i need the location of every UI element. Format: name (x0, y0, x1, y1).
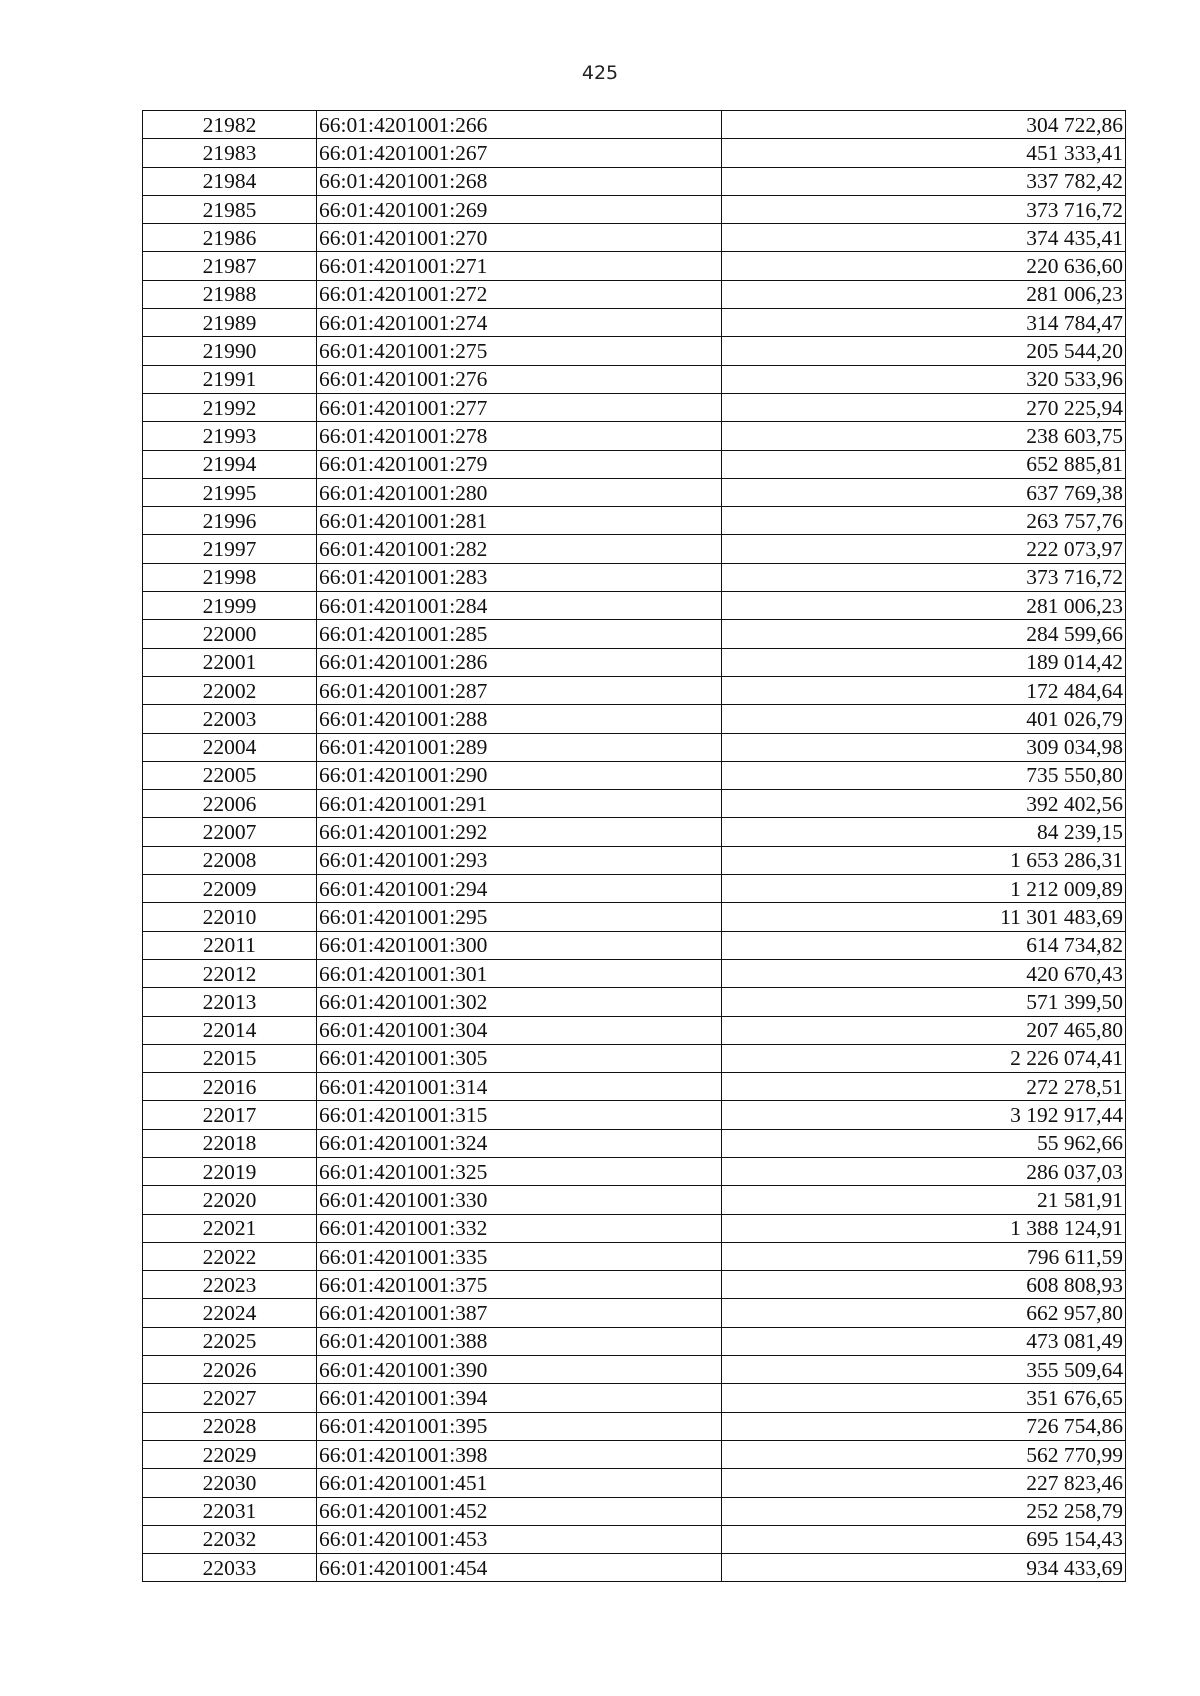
row-number-cell: 22017 (143, 1101, 317, 1129)
row-number-cell: 22021 (143, 1214, 317, 1242)
table-row (143, 1271, 1126, 1299)
cadastral-value-cell: 351 676,65 (722, 1384, 1126, 1412)
cadastral-number-cell: 66:01:4201001:335 (317, 1242, 722, 1270)
row-number-cell: 22002 (143, 676, 317, 704)
cadastral-value-cell: 373 716,72 (722, 195, 1126, 223)
table-row (143, 252, 1126, 280)
cadastral-value-cell: 796 611,59 (722, 1242, 1126, 1270)
row-number-cell: 21993 (143, 422, 317, 450)
cadastral-number-cell: 66:01:4201001:452 (317, 1497, 722, 1525)
row-number-cell: 21982 (143, 111, 317, 139)
cadastral-value-cell: 21 581,91 (722, 1186, 1126, 1214)
cadastral-value-cell: 309 034,98 (722, 733, 1126, 761)
cadastral-number-cell: 66:01:4201001:295 (317, 903, 722, 931)
cadastral-value-cell: 304 722,86 (722, 111, 1126, 139)
row-number-cell: 22011 (143, 931, 317, 959)
cadastral-number-cell: 66:01:4201001:314 (317, 1073, 722, 1101)
cadastral-value-cell: 420 670,43 (722, 959, 1126, 987)
table-row (143, 280, 1126, 308)
table-row (143, 1554, 1126, 1582)
cadastral-value-cell: 614 734,82 (722, 931, 1126, 959)
table-row (143, 1129, 1126, 1157)
cadastral-number-cell: 66:01:4201001:453 (317, 1525, 722, 1553)
cadastral-number-cell: 66:01:4201001:387 (317, 1299, 722, 1327)
cadastral-number-cell: 66:01:4201001:388 (317, 1327, 722, 1355)
cadastral-number-cell: 66:01:4201001:288 (317, 705, 722, 733)
row-number-cell: 21986 (143, 224, 317, 252)
table-row (143, 365, 1126, 393)
cadastral-number-cell: 66:01:4201001:285 (317, 620, 722, 648)
table-row (143, 648, 1126, 676)
cadastral-value-cell: 637 769,38 (722, 478, 1126, 506)
cadastral-number-cell: 66:01:4201001:268 (317, 167, 722, 195)
row-number-cell: 22023 (143, 1271, 317, 1299)
table-row (143, 450, 1126, 478)
row-number-cell: 22014 (143, 1016, 317, 1044)
table-row (143, 818, 1126, 846)
table-row (143, 195, 1126, 223)
cadastral-number-cell: 66:01:4201001:325 (317, 1157, 722, 1185)
cadastral-value-cell: 373 716,72 (722, 563, 1126, 591)
cadastral-value-table (142, 110, 1126, 1582)
cadastral-number-cell: 66:01:4201001:275 (317, 337, 722, 365)
cadastral-value-cell: 55 962,66 (722, 1129, 1126, 1157)
cadastral-value-cell: 222 073,97 (722, 535, 1126, 563)
cadastral-number-cell: 66:01:4201001:290 (317, 761, 722, 789)
cadastral-value-cell: 11 301 483,69 (722, 903, 1126, 931)
row-number-cell: 22018 (143, 1129, 317, 1157)
cadastral-value-cell: 473 081,49 (722, 1327, 1126, 1355)
cadastral-number-cell: 66:01:4201001:315 (317, 1101, 722, 1129)
cadastral-value-cell: 608 808,93 (722, 1271, 1126, 1299)
row-number-cell: 22009 (143, 875, 317, 903)
row-number-cell: 22022 (143, 1242, 317, 1270)
table-row (143, 1214, 1126, 1242)
table-row (143, 563, 1126, 591)
cadastral-value-cell: 189 014,42 (722, 648, 1126, 676)
table-row (143, 422, 1126, 450)
cadastral-number-cell: 66:01:4201001:286 (317, 648, 722, 676)
row-number-cell: 21995 (143, 478, 317, 506)
cadastral-number-cell: 66:01:4201001:330 (317, 1186, 722, 1214)
table-row (143, 535, 1126, 563)
cadastral-value-cell: 662 957,80 (722, 1299, 1126, 1327)
row-number-cell: 22030 (143, 1469, 317, 1497)
cadastral-value-cell: 314 784,47 (722, 309, 1126, 337)
cadastral-number-cell: 66:01:4201001:287 (317, 676, 722, 704)
cadastral-number-cell: 66:01:4201001:294 (317, 875, 722, 903)
cadastral-value-cell: 272 278,51 (722, 1073, 1126, 1101)
cadastral-number-cell: 66:01:4201001:454 (317, 1554, 722, 1582)
cadastral-number-cell: 66:01:4201001:278 (317, 422, 722, 450)
cadastral-value-cell: 695 154,43 (722, 1525, 1126, 1553)
row-number-cell: 22013 (143, 988, 317, 1016)
table-row (143, 309, 1126, 337)
cadastral-value-cell: 281 006,23 (722, 592, 1126, 620)
cadastral-value-cell: 263 757,76 (722, 507, 1126, 535)
table-row (143, 1525, 1126, 1553)
table-row (143, 1440, 1126, 1468)
cadastral-number-cell: 66:01:4201001:266 (317, 111, 722, 139)
cadastral-value-cell: 84 239,15 (722, 818, 1126, 846)
table-row (143, 1356, 1126, 1384)
table-row (143, 393, 1126, 421)
row-number-cell: 21999 (143, 592, 317, 620)
cadastral-value-cell: 374 435,41 (722, 224, 1126, 252)
table-row (143, 676, 1126, 704)
cadastral-value-cell: 451 333,41 (722, 139, 1126, 167)
table-row (143, 1101, 1126, 1129)
cadastral-value-cell: 207 465,80 (722, 1016, 1126, 1044)
cadastral-value-cell: 286 037,03 (722, 1157, 1126, 1185)
row-number-cell: 22019 (143, 1157, 317, 1185)
row-number-cell: 21991 (143, 365, 317, 393)
table-row (143, 139, 1126, 167)
cadastral-value-cell: 571 399,50 (722, 988, 1126, 1016)
table-row (143, 111, 1126, 139)
cadastral-value-cell: 934 433,69 (722, 1554, 1126, 1582)
cadastral-number-cell: 66:01:4201001:293 (317, 846, 722, 874)
cadastral-value-cell: 220 636,60 (722, 252, 1126, 280)
table-row (143, 1469, 1126, 1497)
cadastral-number-cell: 66:01:4201001:305 (317, 1044, 722, 1072)
cadastral-value-cell: 652 885,81 (722, 450, 1126, 478)
cadastral-value-cell: 562 770,99 (722, 1440, 1126, 1468)
table-row (143, 1384, 1126, 1412)
cadastral-value-cell: 2 226 074,41 (722, 1044, 1126, 1072)
table-row (143, 224, 1126, 252)
row-number-cell: 22003 (143, 705, 317, 733)
cadastral-number-cell: 66:01:4201001:267 (317, 139, 722, 167)
row-number-cell: 22006 (143, 790, 317, 818)
row-number-cell: 21994 (143, 450, 317, 478)
row-number-cell: 21987 (143, 252, 317, 280)
row-number-cell: 22016 (143, 1073, 317, 1101)
cadastral-number-cell: 66:01:4201001:390 (317, 1356, 722, 1384)
row-number-cell: 21990 (143, 337, 317, 365)
row-number-cell: 21989 (143, 309, 317, 337)
cadastral-number-cell: 66:01:4201001:289 (317, 733, 722, 761)
cadastral-number-cell: 66:01:4201001:451 (317, 1469, 722, 1497)
cadastral-value-cell: 270 225,94 (722, 393, 1126, 421)
cadastral-value-cell: 1 212 009,89 (722, 875, 1126, 903)
table-row (143, 507, 1126, 535)
row-number-cell: 22000 (143, 620, 317, 648)
cadastral-number-cell: 66:01:4201001:272 (317, 280, 722, 308)
cadastral-value-cell: 252 258,79 (722, 1497, 1126, 1525)
row-number-cell: 22027 (143, 1384, 317, 1412)
cadastral-number-cell: 66:01:4201001:302 (317, 988, 722, 1016)
cadastral-value-cell: 227 823,46 (722, 1469, 1126, 1497)
cadastral-value-cell: 726 754,86 (722, 1412, 1126, 1440)
cadastral-number-cell: 66:01:4201001:284 (317, 592, 722, 620)
page-number: 425 (581, 62, 619, 84)
cadastral-number-cell: 66:01:4201001:281 (317, 507, 722, 535)
row-number-cell: 22008 (143, 846, 317, 874)
row-number-cell: 22012 (143, 959, 317, 987)
table-body (143, 111, 1126, 1582)
cadastral-number-cell: 66:01:4201001:395 (317, 1412, 722, 1440)
table-row (143, 931, 1126, 959)
row-number-cell: 22025 (143, 1327, 317, 1355)
cadastral-value-cell: 355 509,64 (722, 1356, 1126, 1384)
table-row (143, 1157, 1126, 1185)
row-number-cell: 22004 (143, 733, 317, 761)
cadastral-value-cell: 3 192 917,44 (722, 1101, 1126, 1129)
cadastral-value-cell: 172 484,64 (722, 676, 1126, 704)
cadastral-number-cell: 66:01:4201001:274 (317, 309, 722, 337)
cadastral-number-cell: 66:01:4201001:304 (317, 1016, 722, 1044)
table-row (143, 1497, 1126, 1525)
cadastral-number-cell: 66:01:4201001:300 (317, 931, 722, 959)
cadastral-value-cell: 1 653 286,31 (722, 846, 1126, 874)
table-row (143, 620, 1126, 648)
table-row (143, 761, 1126, 789)
table-row (143, 478, 1126, 506)
cadastral-number-cell: 66:01:4201001:398 (317, 1440, 722, 1468)
table-row (143, 705, 1126, 733)
cadastral-number-cell: 66:01:4201001:271 (317, 252, 722, 280)
table-row (143, 903, 1126, 931)
table-row (143, 337, 1126, 365)
table-row (143, 875, 1126, 903)
table-row (143, 733, 1126, 761)
table-row (143, 988, 1126, 1016)
row-number-cell: 22007 (143, 818, 317, 846)
row-number-cell: 21997 (143, 535, 317, 563)
cadastral-value-cell: 392 402,56 (722, 790, 1126, 818)
cadastral-value-cell: 238 603,75 (722, 422, 1126, 450)
cadastral-number-cell: 66:01:4201001:282 (317, 535, 722, 563)
cadastral-number-cell: 66:01:4201001:270 (317, 224, 722, 252)
cadastral-number-cell: 66:01:4201001:291 (317, 790, 722, 818)
table-row (143, 1073, 1126, 1101)
row-number-cell: 22001 (143, 648, 317, 676)
row-number-cell: 21998 (143, 563, 317, 591)
row-number-cell: 22033 (143, 1554, 317, 1582)
row-number-cell: 22015 (143, 1044, 317, 1072)
table-row (143, 959, 1126, 987)
cadastral-number-cell: 66:01:4201001:279 (317, 450, 722, 478)
cadastral-number-cell: 66:01:4201001:375 (317, 1271, 722, 1299)
table-row (143, 1186, 1126, 1214)
cadastral-value-cell: 337 782,42 (722, 167, 1126, 195)
row-number-cell: 21985 (143, 195, 317, 223)
cadastral-number-cell: 66:01:4201001:269 (317, 195, 722, 223)
cadastral-number-cell: 66:01:4201001:292 (317, 818, 722, 846)
table-row (143, 846, 1126, 874)
table-row (143, 1412, 1126, 1440)
row-number-cell: 21988 (143, 280, 317, 308)
cadastral-number-cell: 66:01:4201001:332 (317, 1214, 722, 1242)
table-row (143, 592, 1126, 620)
cadastral-value-cell: 205 544,20 (722, 337, 1126, 365)
row-number-cell: 22029 (143, 1440, 317, 1468)
row-number-cell: 22028 (143, 1412, 317, 1440)
row-number-cell: 22020 (143, 1186, 317, 1214)
cadastral-value-cell: 320 533,96 (722, 365, 1126, 393)
row-number-cell: 21992 (143, 393, 317, 421)
row-number-cell: 22026 (143, 1356, 317, 1384)
cadastral-value-cell: 1 388 124,91 (722, 1214, 1126, 1242)
cadastral-value-cell: 281 006,23 (722, 280, 1126, 308)
cadastral-number-cell: 66:01:4201001:280 (317, 478, 722, 506)
cadastral-value-cell: 284 599,66 (722, 620, 1126, 648)
table-row (143, 1242, 1126, 1270)
table-row (143, 1044, 1126, 1072)
table-row (143, 790, 1126, 818)
row-number-cell: 22010 (143, 903, 317, 931)
cadastral-number-cell: 66:01:4201001:324 (317, 1129, 722, 1157)
row-number-cell: 22005 (143, 761, 317, 789)
cadastral-number-cell: 66:01:4201001:277 (317, 393, 722, 421)
cadastral-number-cell: 66:01:4201001:283 (317, 563, 722, 591)
cadastral-value-cell: 735 550,80 (722, 761, 1126, 789)
row-number-cell: 21983 (143, 139, 317, 167)
row-number-cell: 22031 (143, 1497, 317, 1525)
cadastral-value-cell: 401 026,79 (722, 705, 1126, 733)
row-number-cell: 21984 (143, 167, 317, 195)
cadastral-number-cell: 66:01:4201001:301 (317, 959, 722, 987)
table-row (143, 1299, 1126, 1327)
row-number-cell: 22032 (143, 1525, 317, 1553)
row-number-cell: 21996 (143, 507, 317, 535)
table-row (143, 167, 1126, 195)
row-number-cell: 22024 (143, 1299, 317, 1327)
cadastral-number-cell: 66:01:4201001:276 (317, 365, 722, 393)
cadastral-number-cell: 66:01:4201001:394 (317, 1384, 722, 1412)
table-row (143, 1327, 1126, 1355)
table-row (143, 1016, 1126, 1044)
